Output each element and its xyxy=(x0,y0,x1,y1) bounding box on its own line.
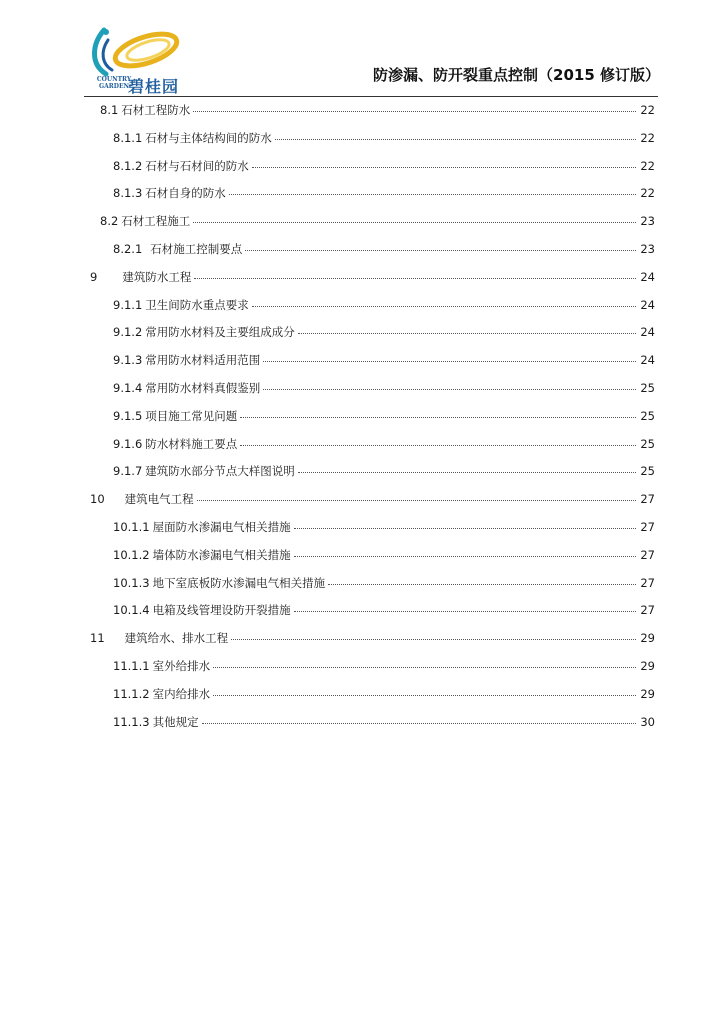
toc-entry-page: 27 xyxy=(640,603,655,618)
toc-entry-number: 10.1.1 xyxy=(113,520,150,534)
toc-entry-page: 27 xyxy=(640,547,655,562)
toc-entry-label: 墙体防水渗漏电气相关措施 xyxy=(152,547,291,562)
toc-entry-page: 23 xyxy=(640,214,655,229)
toc-dot-leader xyxy=(294,527,636,529)
page-header xyxy=(0,0,724,102)
toc-entry-label: 建筑防水工程 xyxy=(122,269,192,284)
toc-entry-number: 9 xyxy=(90,269,98,284)
toc-dot-leader xyxy=(194,277,636,279)
toc-entry-page: 25 xyxy=(640,381,655,395)
toc-dot-leader xyxy=(193,110,636,112)
document-title: 防渗漏、防开裂重点控制（2015 修订版） xyxy=(373,66,660,84)
toc-entry-number: 10 xyxy=(90,492,105,507)
toc-entry-label: 防水材料施工要点 xyxy=(145,436,238,451)
toc-entry-label: 石材与主体结构间的防水 xyxy=(145,130,272,145)
toc-dot-leader xyxy=(298,332,636,334)
toc-entry[interactable] xyxy=(113,658,655,674)
toc-entry-number: 9.1.5 xyxy=(113,408,143,423)
toc-dot-leader xyxy=(213,666,636,668)
toc-entry-number: 9.1.4 xyxy=(113,381,143,395)
toc-entry-page: 29 xyxy=(640,659,655,673)
toc-entry-label: 石材自身的防水 xyxy=(145,186,226,201)
header-divider xyxy=(84,96,658,97)
toc-dot-leader xyxy=(263,388,636,390)
toc-dot-leader xyxy=(294,555,636,557)
toc-entry-label: 常用防水材料适用范围 xyxy=(145,353,261,368)
toc-entry-page: 29 xyxy=(640,631,655,646)
toc-entry[interactable] xyxy=(100,213,655,229)
toc-entry-page: 30 xyxy=(640,714,655,729)
toc-entry-page: 25 xyxy=(640,464,655,479)
toc-entry-label: 建筑防水部分节点大样图说明 xyxy=(145,464,295,479)
toc-entry[interactable] xyxy=(113,297,655,313)
toc-entry[interactable] xyxy=(113,602,655,618)
toc-entry-number: 9.1.2 xyxy=(113,325,143,340)
toc-dot-leader xyxy=(245,249,636,251)
toc-entry-page: 22 xyxy=(640,186,655,201)
toc-entry[interactable] xyxy=(113,241,655,257)
toc-entry-number: 9.1.6 xyxy=(113,436,143,451)
toc-dot-leader xyxy=(231,638,636,640)
toc-entry[interactable] xyxy=(113,130,655,146)
toc-entry-number: 9.1.1 xyxy=(113,297,143,312)
toc-entry-number: 8.2 xyxy=(100,214,119,229)
toc-entry-number: 8.1.2 xyxy=(113,158,143,173)
toc-entry-page: 27 xyxy=(640,492,655,507)
toc-entry[interactable] xyxy=(113,158,655,174)
toc-dot-leader xyxy=(240,416,636,418)
toc-entry[interactable] xyxy=(113,714,655,730)
toc-entry-number: 8.1.1 xyxy=(113,130,143,145)
toc-dot-leader xyxy=(252,166,636,168)
toc-entry-page: 27 xyxy=(640,520,655,534)
toc-entry-number: 10.1.2 xyxy=(113,547,150,562)
toc-entry-label: 石材与石材间的防水 xyxy=(145,158,249,173)
toc-entry-page: 24 xyxy=(640,297,655,312)
toc-entry[interactable] xyxy=(113,408,655,424)
toc-entry-label: 建筑给水、排水工程 xyxy=(124,631,229,646)
toc-dot-leader xyxy=(328,583,636,585)
toc-entry-label: 卫生间防水重点要求 xyxy=(145,297,249,312)
toc-entry-number: 11.1.3 xyxy=(113,714,150,729)
toc-dot-leader xyxy=(240,444,636,446)
toc-entry-label: 室内给排水 xyxy=(152,686,211,701)
toc-dot-leader xyxy=(193,221,636,223)
toc-entry[interactable] xyxy=(113,380,655,396)
toc-dot-leader xyxy=(197,499,636,501)
toc-dot-leader xyxy=(213,694,636,696)
toc-entry-page: 25 xyxy=(640,436,655,451)
toc-entry-number: 8.1 xyxy=(100,103,119,117)
toc-dot-leader xyxy=(298,471,636,473)
toc-entry-label: 常用防水材料真假鉴别 xyxy=(145,381,261,395)
toc-entry-label: 电箱及线管埋设防开裂措施 xyxy=(152,603,291,618)
toc-entry-page: 24 xyxy=(640,353,655,368)
toc-entry-label: 建筑电气工程 xyxy=(124,492,194,507)
toc-entry-number: 10.1.4 xyxy=(113,603,150,618)
toc-entry-label: 常用防水材料及主要组成成分 xyxy=(145,325,295,340)
toc-entry[interactable] xyxy=(113,575,655,591)
toc-entry[interactable] xyxy=(113,547,655,563)
toc-entry-number: 9.1.3 xyxy=(113,353,143,368)
toc-entry[interactable] xyxy=(90,630,655,646)
company-logo xyxy=(84,24,188,100)
toc-entry-number: 11 xyxy=(90,631,105,646)
toc-entry-page: 29 xyxy=(640,686,655,701)
toc-entry-number: 11.1.2 xyxy=(113,686,150,701)
toc-entry-page: 22 xyxy=(640,103,655,117)
toc-entry-label: 其他规定 xyxy=(152,714,199,729)
toc-entry-label: 屋面防水渗漏电气相关措施 xyxy=(152,520,291,534)
toc-entry[interactable] xyxy=(113,686,655,702)
toc-entry-label: 项目施工常见问题 xyxy=(145,408,238,423)
toc-entry[interactable] xyxy=(113,185,655,201)
toc-entry-number: 11.1.1 xyxy=(113,659,150,673)
toc-dot-leader xyxy=(229,193,636,195)
toc-entry[interactable] xyxy=(113,519,655,535)
toc-entry-number: 10.1.3 xyxy=(113,575,150,590)
toc-entry-label: 室外给排水 xyxy=(152,659,211,673)
toc-entry-label: 石材工程防水 xyxy=(121,103,191,117)
toc-entry-page: 24 xyxy=(640,325,655,340)
toc-entry-page: 24 xyxy=(640,269,655,284)
toc-dot-leader xyxy=(263,360,636,362)
toc-dot-leader xyxy=(294,610,636,612)
toc-dot-leader xyxy=(252,305,636,307)
toc-entry-number: 9.1.7 xyxy=(113,464,143,479)
toc-entry[interactable] xyxy=(113,463,655,479)
toc-entry-page: 25 xyxy=(640,408,655,423)
logo-english-text: COUNTRY GARDEN xyxy=(96,76,132,90)
logo-chinese-text: 碧桂园 xyxy=(128,77,180,96)
toc-dot-leader xyxy=(202,722,636,724)
toc-entry-label: 石材工程施工 xyxy=(121,214,191,229)
toc-entry-number: 8.1.3 xyxy=(113,186,143,201)
toc-entry[interactable] xyxy=(113,324,655,340)
toc-entry-page: 22 xyxy=(640,158,655,173)
toc-entry-page: 22 xyxy=(640,130,655,145)
toc-entry-page: 27 xyxy=(640,575,655,590)
toc-entry[interactable] xyxy=(90,269,655,285)
toc-dot-leader xyxy=(275,138,636,140)
toc-entry-label: 地下室底板防水渗漏电气相关措施 xyxy=(152,575,326,590)
toc-entry[interactable] xyxy=(113,436,655,452)
toc-entry-page: 23 xyxy=(640,242,655,256)
toc-entry[interactable] xyxy=(90,491,655,507)
toc-entry[interactable] xyxy=(113,352,655,368)
toc-entry-number: 8.2.1 xyxy=(113,242,143,256)
toc-entry[interactable] xyxy=(100,102,655,118)
toc-entry-label: 石材施工控制要点 xyxy=(150,242,243,256)
